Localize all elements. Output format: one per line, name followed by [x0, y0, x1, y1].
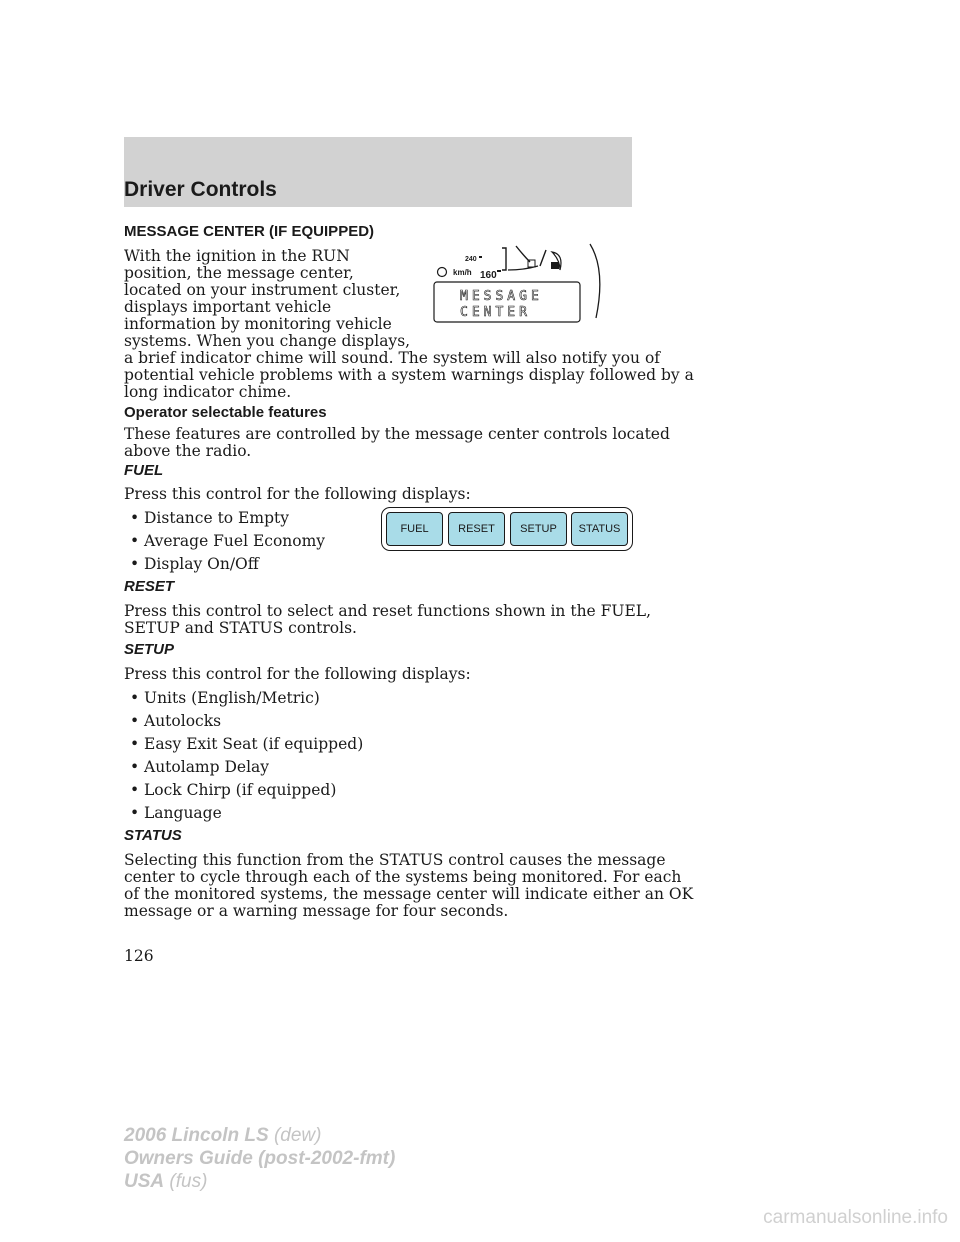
intro-line: systems. When you change displays,: [124, 332, 411, 350]
status-line: center to cycle through each of the systems being monitored. For each: [124, 868, 682, 886]
status-line: Selecting this function from the STATUS control causes the message: [124, 851, 666, 869]
warning-lamp-icon: [438, 268, 447, 277]
intro-line: With the ignition in the RUN: [124, 247, 350, 265]
bullet-icon: •: [130, 781, 140, 799]
status-line: of the monitored systems, the message center will indicate either an OK: [124, 885, 694, 903]
reset-button: RESET: [448, 512, 505, 546]
reset-line: SETUP and STATUS controls.: [124, 619, 357, 637]
list-item: • Display On/Off: [130, 555, 259, 573]
footer-line-1: 2006 Lincoln LS (dew): [124, 1125, 322, 1146]
setup-button: SETUP: [510, 512, 567, 546]
intro-line: information by monitoring vehicle: [124, 315, 392, 333]
intro-line: position, the message center,: [124, 264, 354, 282]
intro-line: located on your instrument cluster,: [124, 281, 401, 299]
list-item: • Lock Chirp (if equipped): [130, 781, 337, 799]
list-item: • Language: [130, 804, 222, 822]
fuel-pump-icon: [551, 262, 559, 269]
status-heading: STATUS: [124, 827, 182, 844]
speed-unit-label: km/h: [453, 268, 472, 277]
footer-line-2: Owners Guide (post-2002-fmt): [124, 1148, 396, 1169]
message-center-control-panel: [381, 507, 633, 551]
display-line-1: MESSAGE: [460, 289, 543, 304]
speedometer-needle-icon: [502, 248, 506, 270]
bullet-icon: •: [130, 712, 140, 730]
list-item: • Units (English/Metric): [130, 689, 320, 707]
display-line-2: CENTER: [460, 305, 531, 320]
bullet-icon: •: [130, 804, 140, 822]
operator-heading: Operator selectable features: [124, 404, 327, 421]
list-item: • Autolamp Delay: [130, 758, 270, 776]
intro-line: potential vehicle problems with a system warnings display followed by a: [124, 366, 694, 384]
status-line: message or a warning message for four seconds.: [124, 902, 509, 920]
message-center-heading: MESSAGE CENTER (IF EQUIPPED): [124, 223, 375, 240]
bullet-icon: •: [130, 555, 140, 573]
speed-mid-label: 160: [480, 270, 497, 281]
intro-line: displays important vehicle: [124, 298, 332, 316]
page-number: 126: [124, 947, 154, 965]
setup-heading: SETUP: [124, 641, 175, 658]
reset-heading: RESET: [124, 578, 175, 595]
list-item: • Average Fuel Economy: [130, 532, 326, 550]
watermark[interactable]: carmanualsonline.info: [763, 1207, 948, 1228]
list-item: • Easy Exit Seat (if equipped): [130, 735, 364, 753]
speed-high-label: 240: [465, 256, 477, 263]
intro-line: long indicator chime.: [124, 383, 292, 401]
bullet-icon: •: [130, 758, 140, 776]
operator-line: above the radio.: [124, 442, 252, 460]
list-item: • Distance to Empty: [130, 509, 289, 527]
operator-line: These features are controlled by the message center controls located: [124, 425, 670, 443]
fuel-heading: FUEL: [124, 462, 164, 479]
fuel-button: FUEL: [386, 512, 443, 546]
instrument-cluster-figure: [420, 240, 610, 330]
bullet-icon: •: [130, 735, 140, 753]
fuel-intro: Press this control for the following displays:: [124, 485, 471, 503]
footer-line-3: USA (fus): [124, 1171, 208, 1192]
setup-intro: Press this control for the following displays:: [124, 665, 471, 683]
list-item: • Autolocks: [130, 712, 222, 730]
bullet-icon: •: [130, 689, 140, 707]
status-button: STATUS: [571, 512, 628, 546]
bullet-icon: •: [130, 509, 140, 527]
reset-line: Press this control to select and reset functions shown in the FUEL,: [124, 602, 652, 620]
bullet-icon: •: [130, 532, 140, 550]
intro-line: a brief indicator chime will sound. The system will also notify you of: [124, 349, 661, 367]
section-title: Driver Controls: [124, 178, 277, 201]
